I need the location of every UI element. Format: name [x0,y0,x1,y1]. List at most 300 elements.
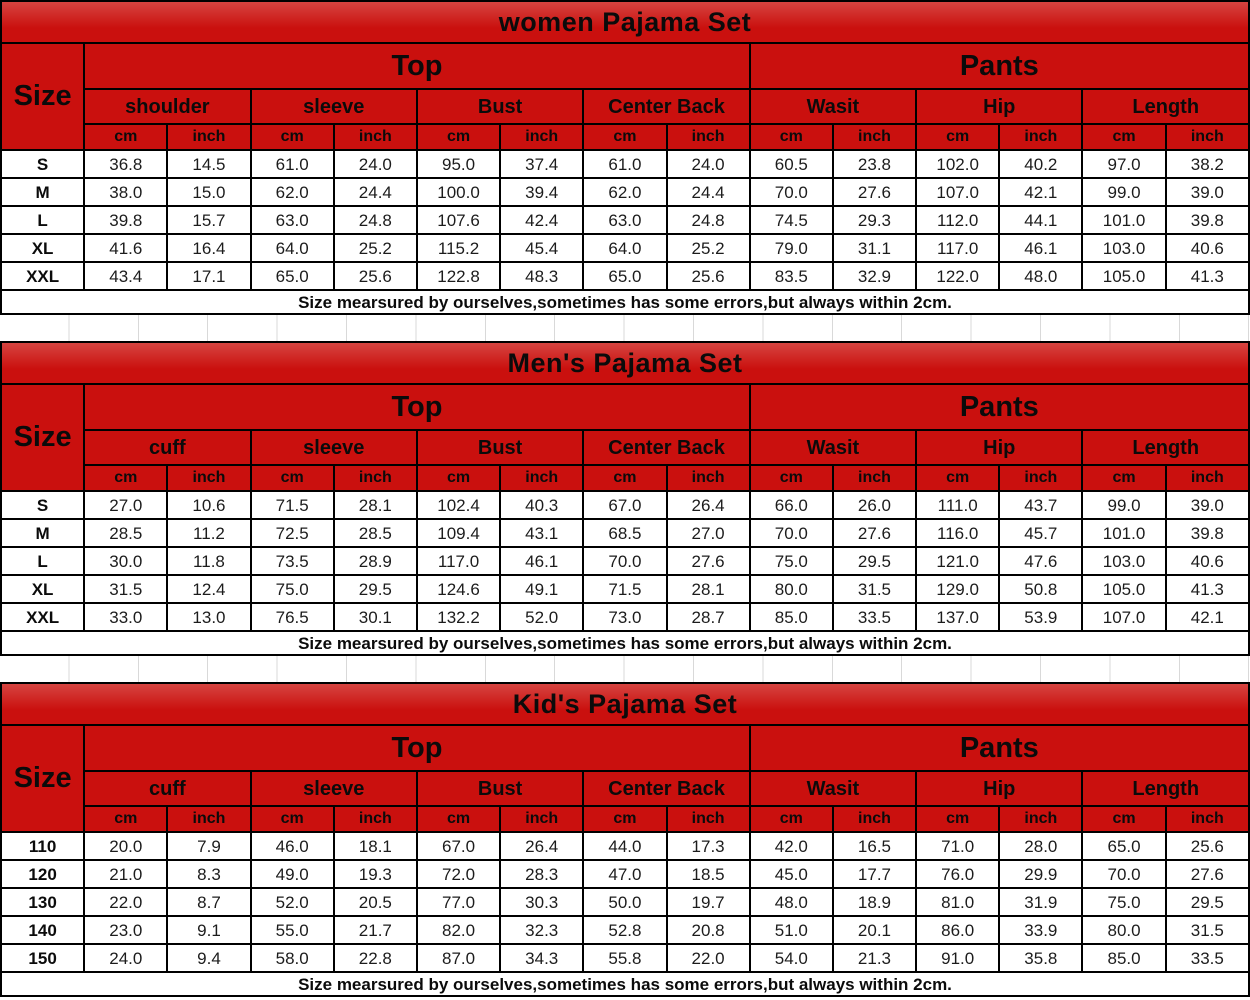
measurement-cell: 79.0 [750,234,833,262]
measurement-cell: 49.1 [500,575,583,603]
measure-header: Center Back [583,771,749,806]
measurement-cell: 39.0 [1166,491,1249,519]
measurement-cell: 8.7 [167,888,250,916]
measurement-cell: 29.3 [833,206,916,234]
measurement-cell: 29.5 [1166,888,1249,916]
note-row [1,631,1249,655]
measurement-cell: 91.0 [916,944,999,972]
measurement-cell: 99.0 [1082,178,1165,206]
group-header-row [1,725,1249,771]
measurement-cell: 100.0 [417,178,500,206]
table-title-row [1,1,1249,43]
measurement-cell: 35.8 [999,944,1082,972]
size-value: S [1,491,84,519]
unit-header-inch: inch [167,806,250,832]
unit-header-inch: inch [500,124,583,150]
table-title-row [1,342,1249,384]
measurement-cell: 74.5 [750,206,833,234]
table-row [1,603,1249,631]
measurement-cell: 75.0 [750,547,833,575]
measurement-cell: 23.8 [833,150,916,178]
measurement-cell: 117.0 [916,234,999,262]
measurement-cell: 76.0 [916,860,999,888]
measurement-cell: 75.0 [1082,888,1165,916]
measure-header: sleeve [251,771,417,806]
group-header-row [1,43,1249,89]
top-group-header: Top [84,43,750,89]
measurement-cell: 31.5 [1166,916,1249,944]
measurement-cell: 107.6 [417,206,500,234]
measurement-cell: 20.5 [334,888,417,916]
measurement-cell: 21.3 [833,944,916,972]
measurement-cell: 37.4 [500,150,583,178]
note-row [1,290,1249,314]
measurement-cell: 28.0 [999,832,1082,860]
measurement-cell: 31.9 [999,888,1082,916]
note-text: Size mearsured by ourselves,sometimes has some errors,but always within 2cm. [1,631,1249,655]
measurement-cell: 28.5 [84,519,167,547]
measurement-cell: 65.0 [583,262,666,290]
measurement-cell: 16.4 [167,234,250,262]
table-row [1,575,1249,603]
measurement-cell: 9.1 [167,916,250,944]
table-title: Men's Pajama Set [1,342,1249,384]
units-row [1,806,1249,832]
measurement-cell: 44.1 [999,206,1082,234]
measurement-cell: 60.5 [750,150,833,178]
measurement-cell: 71.5 [251,491,334,519]
measurement-cell: 63.0 [583,206,666,234]
size-table [0,0,1250,315]
measurement-cell: 45.4 [500,234,583,262]
measurement-cell: 65.0 [1082,832,1165,860]
measurement-cell: 28.7 [667,603,750,631]
measurement-cell: 33.0 [84,603,167,631]
measurement-cell: 17.3 [667,832,750,860]
measurement-cell: 21.0 [84,860,167,888]
unit-header-cm: cm [750,465,833,491]
measurement-cell: 122.8 [417,262,500,290]
measurement-cell: 27.0 [84,491,167,519]
measure-header: Hip [916,771,1082,806]
measurement-cell: 40.2 [999,150,1082,178]
table-gap [0,315,1250,341]
measurement-cell: 36.8 [84,150,167,178]
units-row [1,465,1249,491]
measurement-cell: 46.0 [251,832,334,860]
measurement-cell: 85.0 [750,603,833,631]
unit-header-inch: inch [1166,465,1249,491]
unit-header-inch: inch [500,806,583,832]
measurement-cell: 31.5 [84,575,167,603]
measure-header: shoulder [84,89,250,124]
measurement-cell: 45.0 [750,860,833,888]
measurement-cell: 101.0 [1082,206,1165,234]
measurement-cell: 112.0 [916,206,999,234]
measure-header: Length [1082,430,1249,465]
measurement-cell: 27.0 [667,519,750,547]
size-value: 150 [1,944,84,972]
measurement-cell: 85.0 [1082,944,1165,972]
unit-header-cm: cm [916,124,999,150]
measurement-cell: 25.6 [334,262,417,290]
measurement-cell: 115.2 [417,234,500,262]
measurement-cell: 107.0 [916,178,999,206]
measurement-cell: 137.0 [916,603,999,631]
measure-header: cuff [84,771,250,806]
measurement-cell: 49.0 [251,860,334,888]
unit-header-inch: inch [667,806,750,832]
unit-header-cm: cm [84,806,167,832]
unit-header-inch: inch [999,806,1082,832]
unit-header-cm: cm [1082,806,1165,832]
table-row [1,234,1249,262]
table-row [1,150,1249,178]
measurement-cell: 22.8 [334,944,417,972]
unit-header-inch: inch [999,465,1082,491]
measurement-cell: 23.0 [84,916,167,944]
measurement-cell: 40.6 [1166,234,1249,262]
measurement-cell: 25.2 [334,234,417,262]
measurement-cell: 71.0 [916,832,999,860]
measurement-cell: 75.0 [251,575,334,603]
unit-header-inch: inch [167,465,250,491]
measurement-cell: 63.0 [251,206,334,234]
measure-header: Hip [916,430,1082,465]
table-row [1,547,1249,575]
measurement-cell: 39.4 [500,178,583,206]
measurement-cell: 39.0 [1166,178,1249,206]
size-value: XXL [1,603,84,631]
measurement-cell: 111.0 [916,491,999,519]
size-value: M [1,178,84,206]
measure-header: Bust [417,430,583,465]
note-text: Size mearsured by ourselves,sometimes has some errors,but always within 2cm. [1,290,1249,314]
measure-header: Wasit [750,89,916,124]
size-table [0,682,1250,997]
measurement-cell: 103.0 [1082,234,1165,262]
measurement-cell: 42.1 [1166,603,1249,631]
measurement-cell: 52.8 [583,916,666,944]
measurement-cell: 11.8 [167,547,250,575]
measure-header-row [1,430,1249,465]
measurement-cell: 19.3 [334,860,417,888]
unit-header-cm: cm [84,124,167,150]
measurement-cell: 41.3 [1166,262,1249,290]
size-table [0,341,1250,656]
measurement-cell: 105.0 [1082,575,1165,603]
measurement-cell: 42.0 [750,832,833,860]
measurement-cell: 39.8 [1166,206,1249,234]
measurement-cell: 46.1 [500,547,583,575]
size-value: XL [1,575,84,603]
unit-header-inch: inch [334,465,417,491]
unit-header-inch: inch [334,806,417,832]
table-row [1,916,1249,944]
unit-header-cm: cm [750,806,833,832]
measurement-cell: 99.0 [1082,491,1165,519]
table-row [1,888,1249,916]
measurement-cell: 7.9 [167,832,250,860]
table-row [1,860,1249,888]
measure-header: Hip [916,89,1082,124]
measurement-cell: 122.0 [916,262,999,290]
measurement-cell: 66.0 [750,491,833,519]
measurement-cell: 43.4 [84,262,167,290]
measurement-cell: 51.0 [750,916,833,944]
measurement-cell: 116.0 [916,519,999,547]
table-row [1,206,1249,234]
table-title: women Pajama Set [1,1,1249,43]
unit-header-cm: cm [417,124,500,150]
measurement-cell: 11.2 [167,519,250,547]
unit-header-inch: inch [167,124,250,150]
measurement-cell: 25.6 [1166,832,1249,860]
measurement-cell: 87.0 [417,944,500,972]
unit-header-cm: cm [916,465,999,491]
pants-group-header: Pants [750,725,1249,771]
measurement-cell: 16.5 [833,832,916,860]
measurement-cell: 82.0 [417,916,500,944]
unit-header-cm: cm [583,465,666,491]
table-row [1,262,1249,290]
unit-header-inch: inch [500,465,583,491]
table-gap [0,656,1250,682]
measurement-cell: 43.7 [999,491,1082,519]
measurement-cell: 72.0 [417,860,500,888]
measurement-cell: 52.0 [500,603,583,631]
measurement-cell: 71.5 [583,575,666,603]
measurement-cell: 38.0 [84,178,167,206]
size-value: 140 [1,916,84,944]
measurement-cell: 25.2 [667,234,750,262]
measurement-cell: 70.0 [750,519,833,547]
measurement-cell: 26.4 [500,832,583,860]
measurement-cell: 62.0 [583,178,666,206]
measurement-cell: 55.8 [583,944,666,972]
measurement-cell: 107.0 [1082,603,1165,631]
measurement-cell: 29.5 [334,575,417,603]
measurement-cell: 43.1 [500,519,583,547]
measurement-cell: 54.0 [750,944,833,972]
measurement-cell: 101.0 [1082,519,1165,547]
size-value: XXL [1,262,84,290]
measurement-cell: 14.5 [167,150,250,178]
measurement-cell: 24.8 [667,206,750,234]
measurement-cell: 121.0 [916,547,999,575]
measurement-cell: 62.0 [251,178,334,206]
measurement-cell: 67.0 [417,832,500,860]
measurement-cell: 95.0 [417,150,500,178]
measure-header: sleeve [251,89,417,124]
measurement-cell: 32.3 [500,916,583,944]
measurement-cell: 132.2 [417,603,500,631]
measurement-cell: 33.5 [833,603,916,631]
measurement-cell: 27.6 [833,178,916,206]
measurement-cell: 80.0 [1082,916,1165,944]
measure-header: cuff [84,430,250,465]
measurement-cell: 46.1 [999,234,1082,262]
measurement-cell: 102.0 [916,150,999,178]
measurement-cell: 27.6 [1166,860,1249,888]
size-value: 110 [1,832,84,860]
unit-header-inch: inch [334,124,417,150]
measurement-cell: 29.9 [999,860,1082,888]
measurement-cell: 31.1 [833,234,916,262]
measurement-cell: 42.4 [500,206,583,234]
measurement-cell: 117.0 [417,547,500,575]
unit-header-cm: cm [916,806,999,832]
measure-header: Bust [417,771,583,806]
unit-header-cm: cm [1082,124,1165,150]
measurement-cell: 27.6 [833,519,916,547]
measurement-cell: 72.5 [251,519,334,547]
measurement-cell: 24.4 [334,178,417,206]
unit-header-inch: inch [667,124,750,150]
measurement-cell: 8.3 [167,860,250,888]
measurement-cell: 39.8 [84,206,167,234]
measurement-cell: 47.0 [583,860,666,888]
measure-header: Length [1082,771,1249,806]
measurement-cell: 58.0 [251,944,334,972]
measurement-cell: 39.8 [1166,519,1249,547]
measurement-cell: 44.0 [583,832,666,860]
measurement-cell: 22.0 [667,944,750,972]
measurement-cell: 12.4 [167,575,250,603]
unit-header-inch: inch [833,806,916,832]
measurement-cell: 61.0 [251,150,334,178]
table-row [1,519,1249,547]
size-value: M [1,519,84,547]
measurement-cell: 24.8 [334,206,417,234]
note-text: Size mearsured by ourselves,sometimes has some errors,but always within 2cm. [1,972,1249,996]
pants-group-header: Pants [750,384,1249,430]
measurement-cell: 67.0 [583,491,666,519]
measurement-cell: 28.1 [667,575,750,603]
measurement-cell: 17.1 [167,262,250,290]
measurement-cell: 26.4 [667,491,750,519]
measurement-cell: 86.0 [916,916,999,944]
size-value: XL [1,234,84,262]
table-row [1,832,1249,860]
measure-header: Length [1082,89,1249,124]
measurement-cell: 65.0 [251,262,334,290]
unit-header-cm: cm [417,806,500,832]
group-header-row [1,384,1249,430]
measurement-cell: 50.8 [999,575,1082,603]
measurement-cell: 18.5 [667,860,750,888]
measurement-cell: 34.3 [500,944,583,972]
unit-header-cm: cm [84,465,167,491]
unit-header-inch: inch [833,124,916,150]
measurement-cell: 32.9 [833,262,916,290]
measurement-cell: 45.7 [999,519,1082,547]
measurement-cell: 80.0 [750,575,833,603]
measurement-cell: 41.6 [84,234,167,262]
measurement-cell: 20.0 [84,832,167,860]
measure-header: Bust [417,89,583,124]
size-value: L [1,547,84,575]
measurement-cell: 40.3 [500,491,583,519]
measurement-cell: 33.5 [1166,944,1249,972]
measure-header: Center Back [583,430,749,465]
unit-header-inch: inch [999,124,1082,150]
measurement-cell: 103.0 [1082,547,1165,575]
measurement-cell: 28.3 [500,860,583,888]
size-column-header: Size [1,43,84,150]
measurement-cell: 28.5 [334,519,417,547]
unit-header-cm: cm [251,124,334,150]
measurement-cell: 68.5 [583,519,666,547]
measurement-cell: 70.0 [1082,860,1165,888]
measurement-cell: 76.5 [251,603,334,631]
measurement-cell: 50.0 [583,888,666,916]
measure-header: Wasit [750,771,916,806]
measurement-cell: 129.0 [916,575,999,603]
measurement-cell: 28.9 [334,547,417,575]
measurement-cell: 22.0 [84,888,167,916]
measurement-cell: 18.9 [833,888,916,916]
measurement-cell: 15.7 [167,206,250,234]
unit-header-cm: cm [251,465,334,491]
note-row [1,972,1249,996]
units-row [1,124,1249,150]
table-row [1,491,1249,519]
table-title-row [1,683,1249,725]
pants-group-header: Pants [750,43,1249,89]
unit-header-inch: inch [1166,124,1249,150]
measurement-cell: 42.1 [999,178,1082,206]
measure-header: Center Back [583,89,749,124]
measurement-cell: 29.5 [833,547,916,575]
measurement-cell: 52.0 [251,888,334,916]
table-row [1,944,1249,972]
measurement-cell: 64.0 [251,234,334,262]
table-title: Kid's Pajama Set [1,683,1249,725]
measurement-cell: 28.1 [334,491,417,519]
measurement-cell: 25.6 [667,262,750,290]
table-row [1,178,1249,206]
measurement-cell: 24.4 [667,178,750,206]
measurement-cell: 40.6 [1166,547,1249,575]
measurement-cell: 24.0 [667,150,750,178]
measurement-cell: 124.6 [417,575,500,603]
measurement-cell: 77.0 [417,888,500,916]
unit-header-cm: cm [583,806,666,832]
unit-header-inch: inch [1166,806,1249,832]
unit-header-cm: cm [1082,465,1165,491]
unit-header-inch: inch [667,465,750,491]
unit-header-inch: inch [833,465,916,491]
unit-header-cm: cm [583,124,666,150]
measurement-cell: 20.1 [833,916,916,944]
measurement-cell: 48.3 [500,262,583,290]
measurement-cell: 48.0 [999,262,1082,290]
size-value: S [1,150,84,178]
top-group-header: Top [84,725,750,771]
measurement-cell: 17.7 [833,860,916,888]
measurement-cell: 15.0 [167,178,250,206]
measurement-cell: 109.4 [417,519,500,547]
measure-header: Wasit [750,430,916,465]
measurement-cell: 30.1 [334,603,417,631]
measurement-cell: 81.0 [916,888,999,916]
measurement-cell: 21.7 [334,916,417,944]
measurement-cell: 13.0 [167,603,250,631]
measurement-cell: 61.0 [583,150,666,178]
size-value: L [1,206,84,234]
size-column-header: Size [1,725,84,832]
